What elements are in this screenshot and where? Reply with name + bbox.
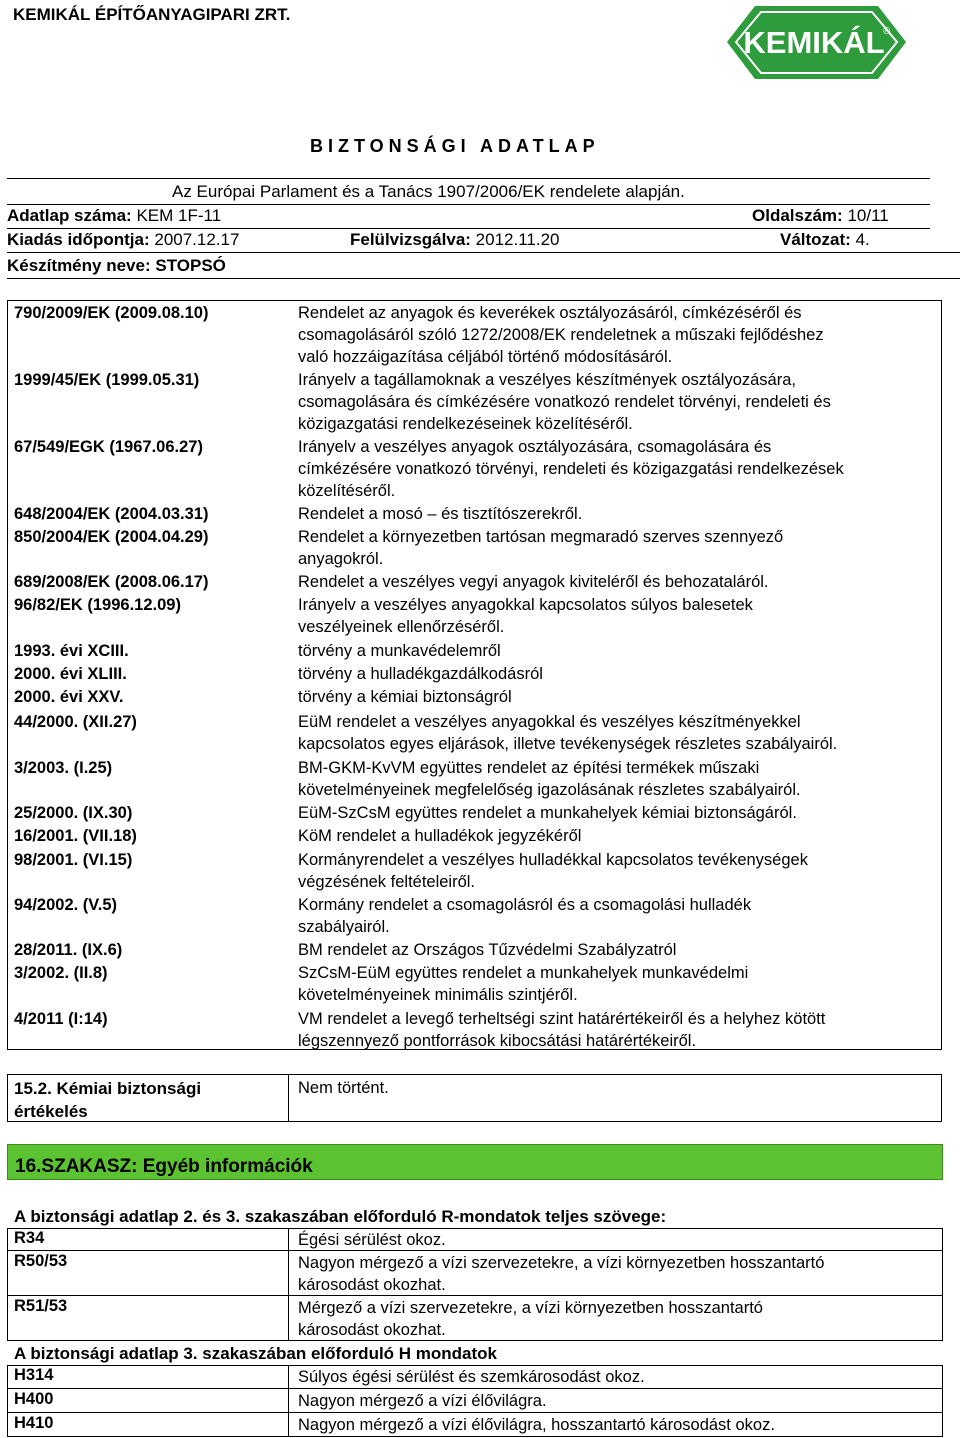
description-line: BM rendelet az Országos Tűzvédelmi Szabályzatról bbox=[298, 941, 677, 959]
regulation-description bbox=[298, 571, 938, 593]
regulation-description bbox=[298, 436, 938, 502]
regulation-code: 16/2001. (VII.18) bbox=[14, 827, 137, 845]
description-line: Kormány rendelet a csomagolásról és a csomagolási hulladék bbox=[298, 896, 752, 914]
description-line: csomagolásáról szóló 1272/2008/EK rendeletnek a műszaki fejlődéshez bbox=[298, 326, 824, 344]
r-phrases-divider bbox=[288, 1228, 289, 1341]
h-phrase-text: Súlyos égési sérülést és szemkárosodást okoz. bbox=[298, 1368, 645, 1386]
regulation-description bbox=[298, 369, 938, 435]
regulation-description bbox=[298, 939, 938, 961]
regulation-description bbox=[298, 640, 938, 662]
description-line: követelményeinek minimális szintjéről. bbox=[298, 986, 578, 1004]
description-line: anyagokról. bbox=[298, 550, 384, 568]
sheet-number: Adatlap száma: KEM 1F-11 bbox=[7, 206, 222, 225]
regulation-description bbox=[298, 962, 938, 1006]
header-rule-4 bbox=[7, 252, 960, 253]
regulation-code: 648/2004/EK (2004.03.31) bbox=[14, 505, 209, 523]
review-date: Felülvizsgálva: 2012.11.20 bbox=[350, 230, 560, 249]
h-phrase-text: Nagyon mérgező a vízi élővilágra. bbox=[298, 1392, 547, 1410]
h-phrase-code: H410 bbox=[14, 1414, 54, 1432]
r-phrase-text bbox=[298, 1297, 938, 1341]
description-line: törvény a munkavédelemről bbox=[298, 642, 501, 660]
description-line: Rendelet a környezetben tartósan megmaradó szerves szennyező bbox=[298, 528, 784, 546]
row-separator bbox=[7, 1388, 943, 1389]
regulation-code: 3/2003. (I.25) bbox=[14, 759, 113, 777]
description-line: Kormányrendelet a veszélyes hulladékkal kapcsolatos tevékenységek bbox=[298, 851, 808, 869]
regulation-code: 94/2002. (V.5) bbox=[14, 896, 118, 914]
description-line: EüM rendelet a veszélyes anyagokkal és veszélyes készítményekkel bbox=[298, 713, 801, 731]
version: Változat: 4. bbox=[780, 230, 870, 249]
description-line: KöM rendelet a hulladékok jegyzékéről bbox=[298, 827, 582, 845]
description-line: csomagolására és címkézésére vonatkozó rendelet törvényi, rendeleti és bbox=[298, 393, 831, 411]
regulation-code: 850/2004/EK (2004.04.29) bbox=[14, 528, 209, 546]
r-phrase-code: R34 bbox=[14, 1229, 45, 1247]
header-rule bbox=[7, 178, 930, 179]
phrase-line: Mérgező a vízi szervezetekre, a vízi környezetben hosszantartó bbox=[298, 1299, 763, 1317]
regulation-description bbox=[298, 849, 938, 893]
description-line: Rendelet a mosó – és tisztítószerekről. bbox=[298, 505, 583, 523]
r-phrase-code: R50/53 bbox=[14, 1252, 68, 1270]
phrase-line: károsodást okozhat. bbox=[298, 1276, 446, 1294]
logo-text: KEMIKÁL bbox=[743, 25, 885, 60]
regulation-code: 790/2009/EK (2009.08.10) bbox=[14, 304, 209, 322]
regulation-code: 98/2001. (VI.15) bbox=[14, 851, 133, 869]
regulation-code: 44/2000. (XII.27) bbox=[14, 713, 137, 731]
description-line: való hozzáigazítása céljából történő módosításáról. bbox=[298, 348, 673, 366]
regulation-code: 2000. évi XLIII. bbox=[14, 665, 127, 683]
regulation-code: 4/2011 (I:14) bbox=[14, 1010, 108, 1028]
description-line: EüM-SzCsM együttes rendelet a munkahelyek kémiai biztonságáról. bbox=[298, 804, 797, 822]
regulation-description bbox=[298, 1008, 938, 1052]
regulation-description bbox=[298, 711, 938, 755]
regulation-code: 28/2011. (IX.6) bbox=[14, 941, 123, 959]
h-phrase-code: H314 bbox=[14, 1366, 54, 1384]
description-line: végzésének feltételeiről. bbox=[298, 873, 476, 891]
description-line: törvény a hulladékgazdálkodásról bbox=[298, 665, 543, 683]
regulation-description bbox=[298, 594, 938, 638]
regulation-code: 25/2000. (IX.30) bbox=[14, 804, 133, 822]
regulation-code: 2000. évi XXV. bbox=[14, 688, 124, 706]
regulation-code: 96/82/EK (1996.12.09) bbox=[14, 596, 181, 614]
regulation-description bbox=[298, 825, 938, 847]
regulation-code: 3/2002. (II.8) bbox=[14, 964, 108, 982]
description-line: törvény a kémiai biztonságról bbox=[298, 688, 512, 706]
company-name: KEMIKÁL ÉPÍTŐANYAGIPARI ZRT. bbox=[13, 5, 291, 24]
row-separator bbox=[7, 1250, 943, 1251]
description-line: szabályairól. bbox=[298, 918, 390, 936]
description-line: kapcsolatos egyes eljárások, illetve tevékenységek részletes szabályairól. bbox=[298, 735, 838, 753]
evaluation-divider bbox=[288, 1074, 289, 1122]
header-rule-5 bbox=[7, 278, 960, 279]
regulation-description bbox=[298, 894, 938, 938]
regulation-code: 1993. évi XCIII. bbox=[14, 642, 129, 660]
description-line: közigazgatási rendelkezéseinek közelítéséről. bbox=[298, 415, 633, 433]
regulation-description bbox=[298, 503, 938, 525]
r-phrase-text bbox=[298, 1229, 938, 1251]
h-phrases-divider bbox=[288, 1365, 289, 1437]
kemikal-logo bbox=[725, 4, 908, 81]
r-phrases-heading: A biztonsági adatlap 2. és 3. szakaszában előforduló R-mondatok teljes szövege: bbox=[14, 1207, 667, 1226]
description-line: Irányelv a veszélyes anyagokkal kapcsolatos súlyos balesetek bbox=[298, 596, 753, 614]
row-separator bbox=[7, 1412, 943, 1413]
evaluation-label: 15.2. Kémiai biztonsági értékelés bbox=[14, 1079, 202, 1121]
description-line: Rendelet az anyagok és keverékek osztályozásáról, címkézéséről és bbox=[298, 304, 802, 322]
description-line: követelményeinek megfelelőség igazolásának részletes szabályairól. bbox=[298, 781, 801, 799]
h-phrase-text: Nagyon mérgező a vízi élővilágra, hosszantartó károsodást okoz. bbox=[298, 1416, 775, 1434]
regulation-description bbox=[298, 302, 938, 368]
regulation-description bbox=[298, 663, 938, 685]
regulation-code: 1999/45/EK (1999.05.31) bbox=[14, 371, 200, 389]
phrase-line: Nagyon mérgező a vízi szervezetekre, a vízi környezetben hosszantartó bbox=[298, 1254, 825, 1272]
h-phrase-code: H400 bbox=[14, 1390, 54, 1408]
logo-registered: ® bbox=[883, 26, 891, 37]
h-phrases-heading: A biztonsági adatlap 3. szakaszában előforduló H mondatok bbox=[14, 1344, 498, 1363]
description-line: VM rendelet a levegő terheltségi szint határértékeiről és a helyhez kötött bbox=[298, 1010, 826, 1028]
phrase-line: Égési sérülést okoz. bbox=[298, 1231, 446, 1249]
row-separator bbox=[7, 1295, 943, 1296]
phrase-line: károsodást okozhat. bbox=[298, 1321, 446, 1339]
description-line: Irányelv a tagállamoknak a veszélyes készítmények osztályozására, bbox=[298, 371, 796, 389]
regulation-basis: Az Európai Parlament és a Tanács 1907/2006/EK rendelete alapján. bbox=[172, 182, 685, 201]
header-rule-2 bbox=[7, 204, 930, 205]
description-line: címkézésére vonatkozó törvényi, rendeleti és közigazgatási rendelkezések bbox=[298, 460, 844, 478]
description-line: Irányelv a veszélyes anyagok osztályozására, csomagolására és bbox=[298, 438, 772, 456]
regulation-code: 689/2008/EK (2008.06.17) bbox=[14, 573, 209, 591]
description-line: SzCsM-EüM együttes rendelet a munkahelyek munkavédelmi bbox=[298, 964, 749, 982]
r-phrase-text bbox=[298, 1252, 938, 1296]
description-line: veszélyeinek ellenőrzéséről. bbox=[298, 618, 505, 636]
product-name: Készítmény neve: STOPSÓ bbox=[7, 256, 226, 275]
description-line: közelítéséről. bbox=[298, 482, 396, 500]
description-line: BM-GKM-KvVM együttes rendelet az építési termékek műszaki bbox=[298, 759, 760, 777]
regulation-code: 67/549/EGK (1967.06.27) bbox=[14, 438, 203, 456]
evaluation-value: Nem történt. bbox=[298, 1079, 389, 1097]
section-16-header: 16.SZAKASZ: Egyéb információk bbox=[7, 1144, 943, 1180]
regulation-description bbox=[298, 802, 938, 824]
header-rule-3 bbox=[7, 228, 930, 229]
page-number: Oldalszám: 10/11 bbox=[752, 206, 889, 225]
regulation-description bbox=[298, 526, 938, 570]
issue-date: Kiadás időpontja: 2007.12.17 bbox=[7, 230, 240, 249]
regulation-description bbox=[298, 686, 938, 708]
regulation-description bbox=[298, 757, 938, 801]
description-line: Rendelet a veszélyes vegyi anyagok kiviteléről és behozataláról. bbox=[298, 573, 769, 591]
description-line: légszennyező pontforrások kibocsátási határértékeiről. bbox=[298, 1032, 697, 1050]
r-phrase-code: R51/53 bbox=[14, 1297, 68, 1315]
document-title: BIZTONSÁGI ADATLAP bbox=[310, 136, 600, 156]
